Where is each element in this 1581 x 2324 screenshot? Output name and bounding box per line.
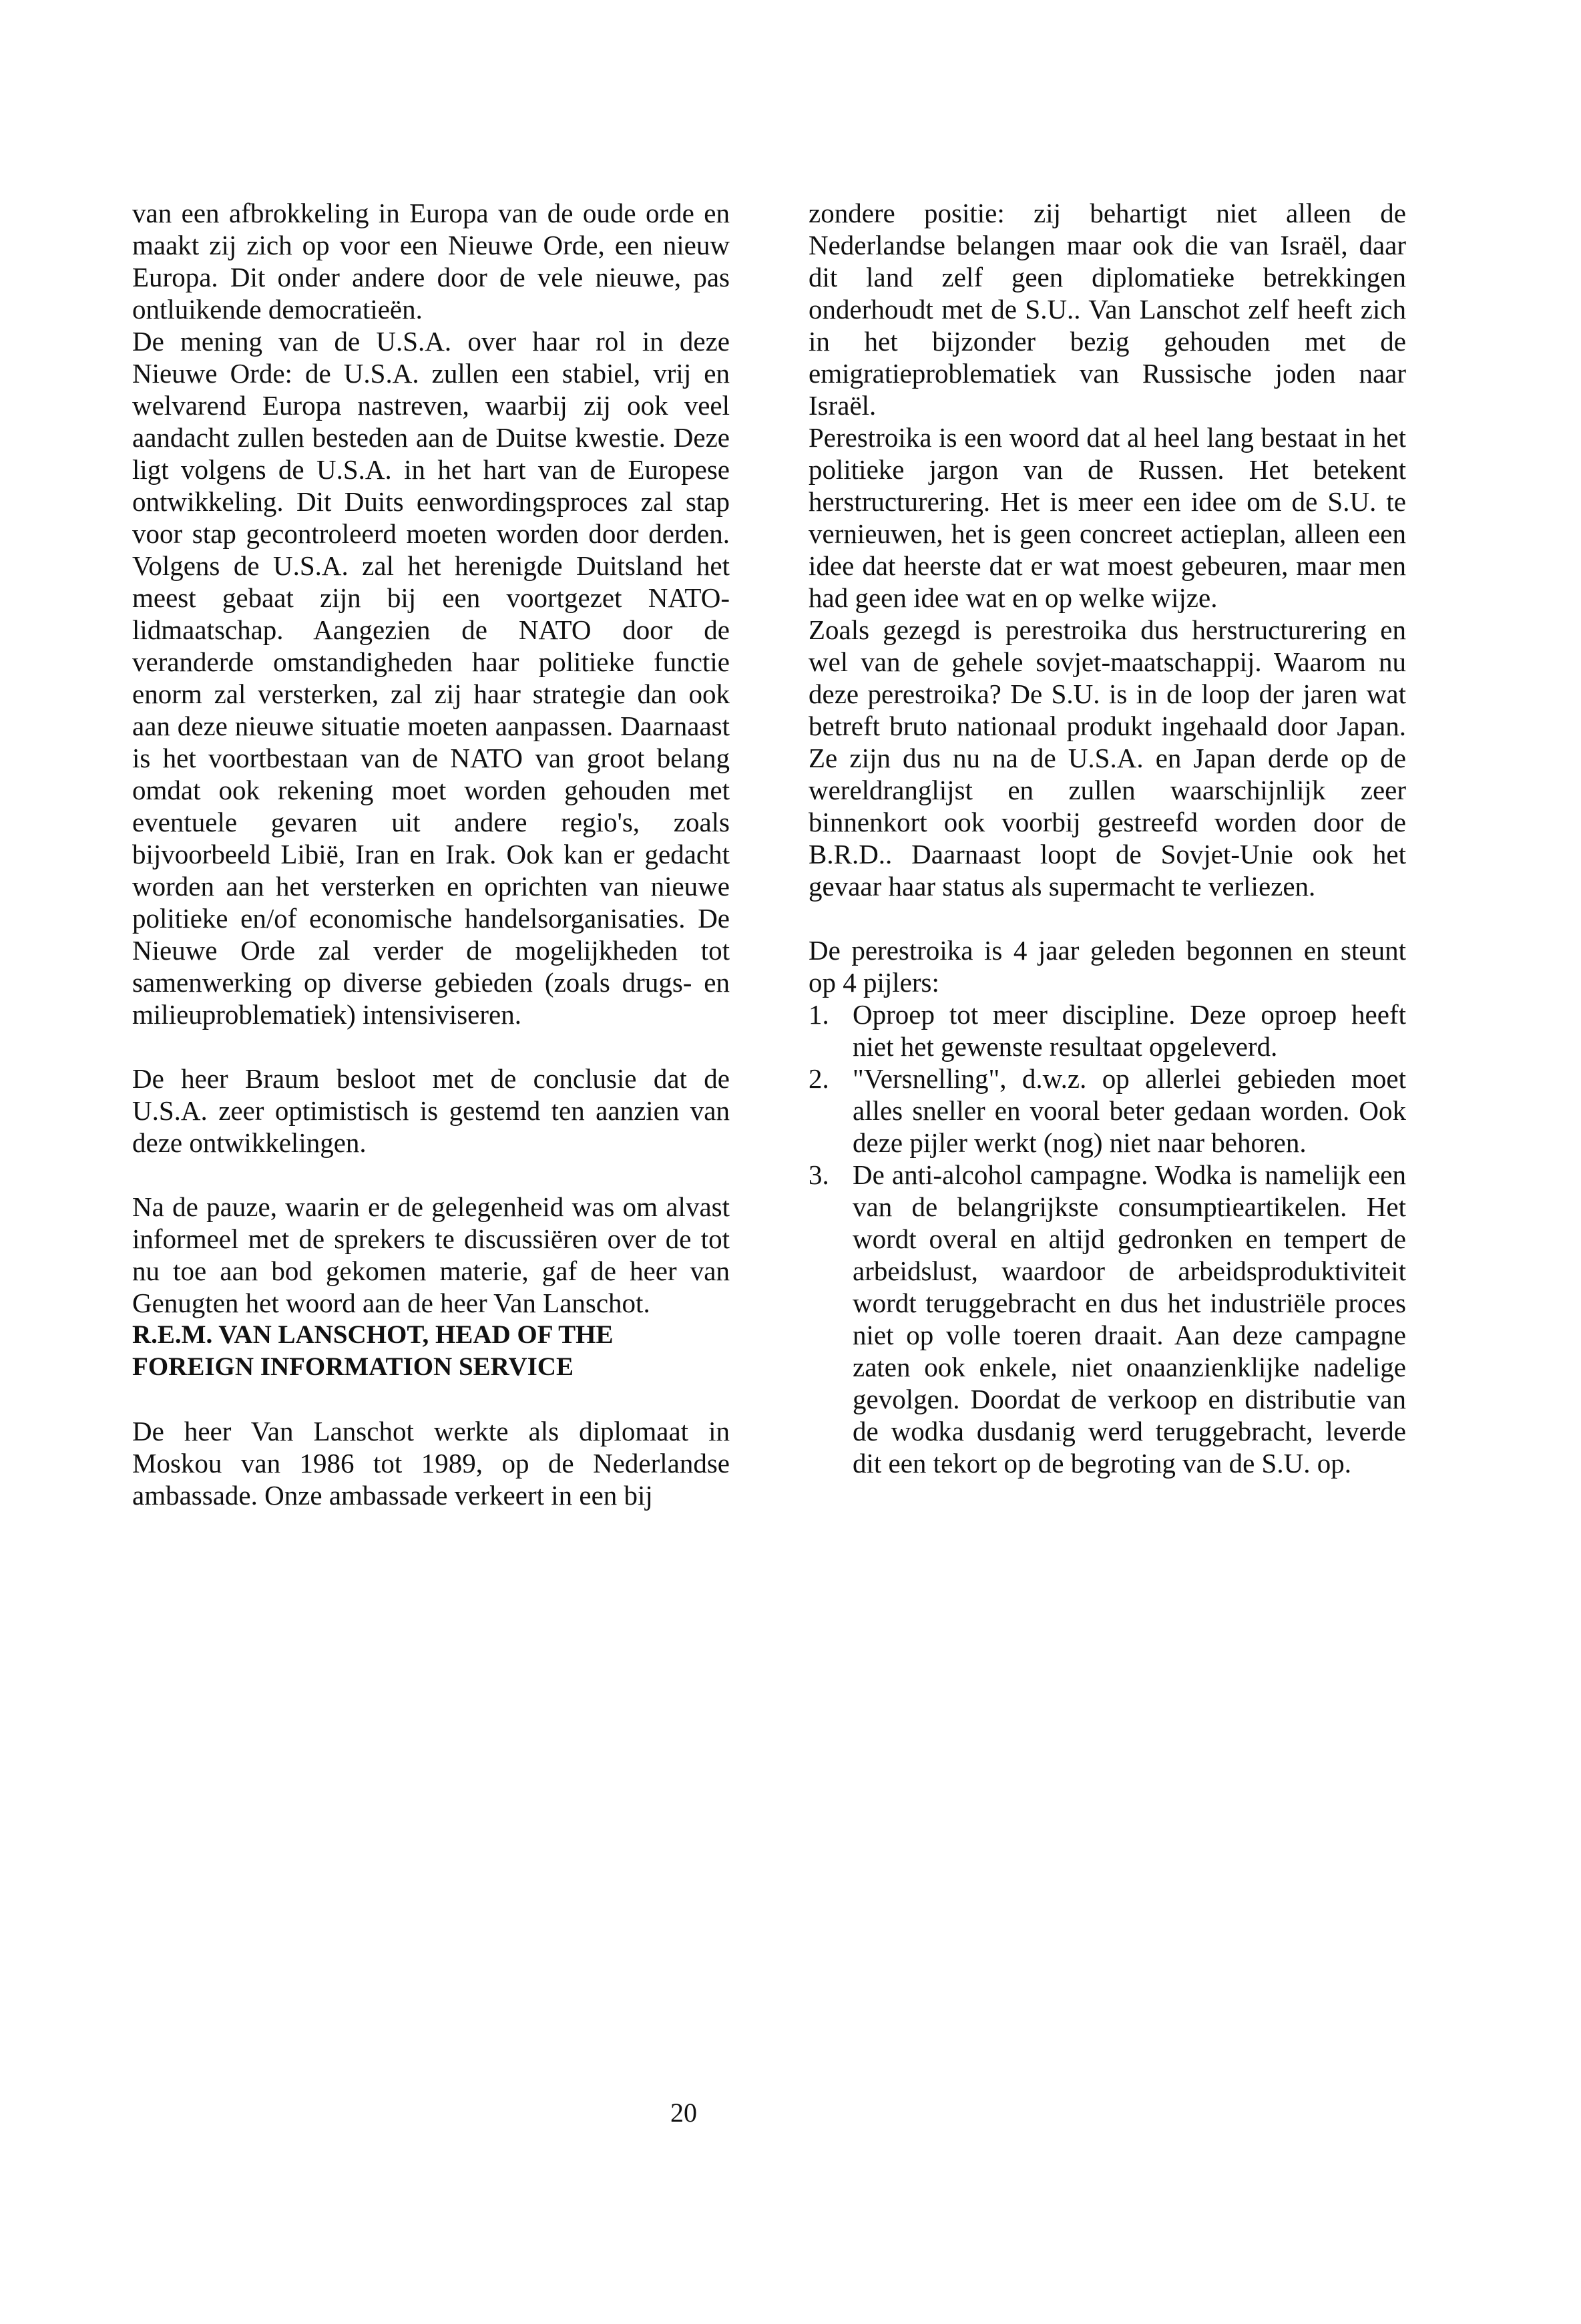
right-column xyxy=(809,197,1406,1479)
list-item-number: 3. xyxy=(809,1159,829,1190)
paragraph-perestroika-reason: Zoals gezegd is perestroika dus herstructurering en wel van de gehele sovjet-maatschappij. Waarom nu deze perestroika? De S.U. is in de loop der jaren wat betreft bruto nationaal produkt ingehaald door Japan. Ze zijn dus nu na de U.S.A. en Japan derde op de wereldranglijst en zullen waarschijnlijk zeer binnenkort ook voorbij gestreefd worden door de B.R.D.. Daarnaast loopt de Sovjet-Unie ook het gevaar haar status als supermacht te verliezen. xyxy=(809,614,1406,902)
paragraph-braum-conclusion: De heer Braum besloot met de conclusie dat de U.S.A. zeer optimistisch is gestemd ten aanzien van deze ontwikkelingen. xyxy=(132,1063,730,1158)
list-item xyxy=(809,1159,1406,1479)
section-heading: R.E.M. VAN LANSCHOT, HEAD OF THE FOREIGN INFORMATION SERVICE xyxy=(132,1320,614,1381)
list-item-number: 2. xyxy=(809,1063,829,1094)
paragraph-perestroika-definition: Perestroika is een woord dat al heel lang bestaat in het politieke jargon van de Russen. Het betekent herstructurering. Het is meer een idee om de S.U. te vernieuwen, het is geen concreet actieplan, alleen een idee dat heerste dat er wat moest gebeuren, maar men had geen idee wat en op welke wijze. xyxy=(809,422,1406,613)
paragraph-after-break: Na de pauze, waarin er de gelegenheid was om alvast informeel met de sprekers te discussiëren over de tot nu toe aan bod gekomen materie, gaf de heer van Genugten het woord aan de heer Van Lanschot. xyxy=(132,1191,730,1318)
paragraph-van-lanschot-diplomat: De heer Van Lanschot werkte als diplomaat in Moskou van 1986 tot 1989, op de Nederlandse ambassade. Onze ambassade verkeert in een bij xyxy=(132,1416,730,1511)
paragraph-new-order-intro: van een afbrokkeling in Europa van de oude orde en maakt zij zich op voor een Nieuwe Orde, een nieuw Europa. Dit onder andere door de vele nieuwe, pas ontluikende democratieën. xyxy=(132,198,730,325)
list-item-number: 1. xyxy=(809,999,829,1030)
paragraph-special-position: zondere positie: zij behartigt niet alleen de Nederlandse belangen maar ook die van Israël, daar dit land zelf geen diplomatieke betrekkingen onderhoudt met de S.U.. Van Lanschot zelf heeft zich in het bijzonder bezig gehouden met de emigratieproblematiek van Russische joden naar Israël. xyxy=(809,198,1406,421)
list-item xyxy=(809,1062,1406,1159)
paragraph-usa-opinion: De mening van de U.S.A. over haar rol in deze Nieuwe Orde: de U.S.A. zullen een stabiel, vrij en welvarend Europa nastreven, waarbij zij ook veel aandacht zullen besteden aan de Duitse kwestie. Deze ligt volgens de U.S.A. in het hart van de Europese ontwikkeling. Dit Duits eenwordingsproces zal stap voor stap gecontroleerd moeten worden door derden. Volgens de U.S.A. zal het herenigde Duitsland het meest gebaat zijn bij een voortgezet NATO-lidmaatschap. Aangezien de NATO door de veranderde omstandigheden haar politieke functie enorm zal versterken, zal zij haar strategie dan ook aan deze nieuwe situatie moeten aanpassen. Daarnaast is het voortbestaan van de NATO van groot belang omdat ook rekening moet worden gehouden met eventuele gevaren uit andere regio's, zoals bijvoorbeeld Libië, Iran en Irak. Ook kan er gedacht worden aan het versterken en oprichten van nieuwe politieke en/of economische handelsorganisaties. De Nieuwe Orde zal verder de mogelijkheden tot samenwerking op diverse gebieden (zoals drugs- en milieuproblematiek) intensiviseren. xyxy=(132,326,730,1030)
page-number: 20 xyxy=(670,2098,697,2128)
list-item-text: De anti-alcohol campagne. Wodka is namelijk een van de belangrijkste consumptieartikelen. Het wordt overal en altijd gedronken en tempert de arbeidslust, waardoor de arbeidsproduktiviteit wordt teruggebracht en dus het industriële proces niet op volle toeren draait. Aan deze campagne zaten ook enkele, niet onaanzienklijke nadelige gevolgen. Doordat de verkoop en distributie van de wodka dusdanig werd teruggebracht, leverde dit een tekort op de begroting van de S.U. op. xyxy=(853,1159,1406,1479)
pillars-list xyxy=(809,998,1406,1479)
list-item xyxy=(809,998,1406,1062)
list-item-text: Oproep tot meer discipline. Deze oproep heeft niet het gewenste resultaat opgeleverd. xyxy=(853,999,1406,1062)
left-column xyxy=(132,197,730,1511)
paragraph-four-pillars-intro: De perestroika is 4 jaar geleden begonnen en steunt op 4 pijlers: xyxy=(809,935,1406,998)
list-item-text: "Versnelling", d.w.z. op allerlei gebieden moet alles sneller en vooral beter gedaan worden. Ook deze pijler werkt (nog) niet naar behoren. xyxy=(853,1063,1406,1158)
